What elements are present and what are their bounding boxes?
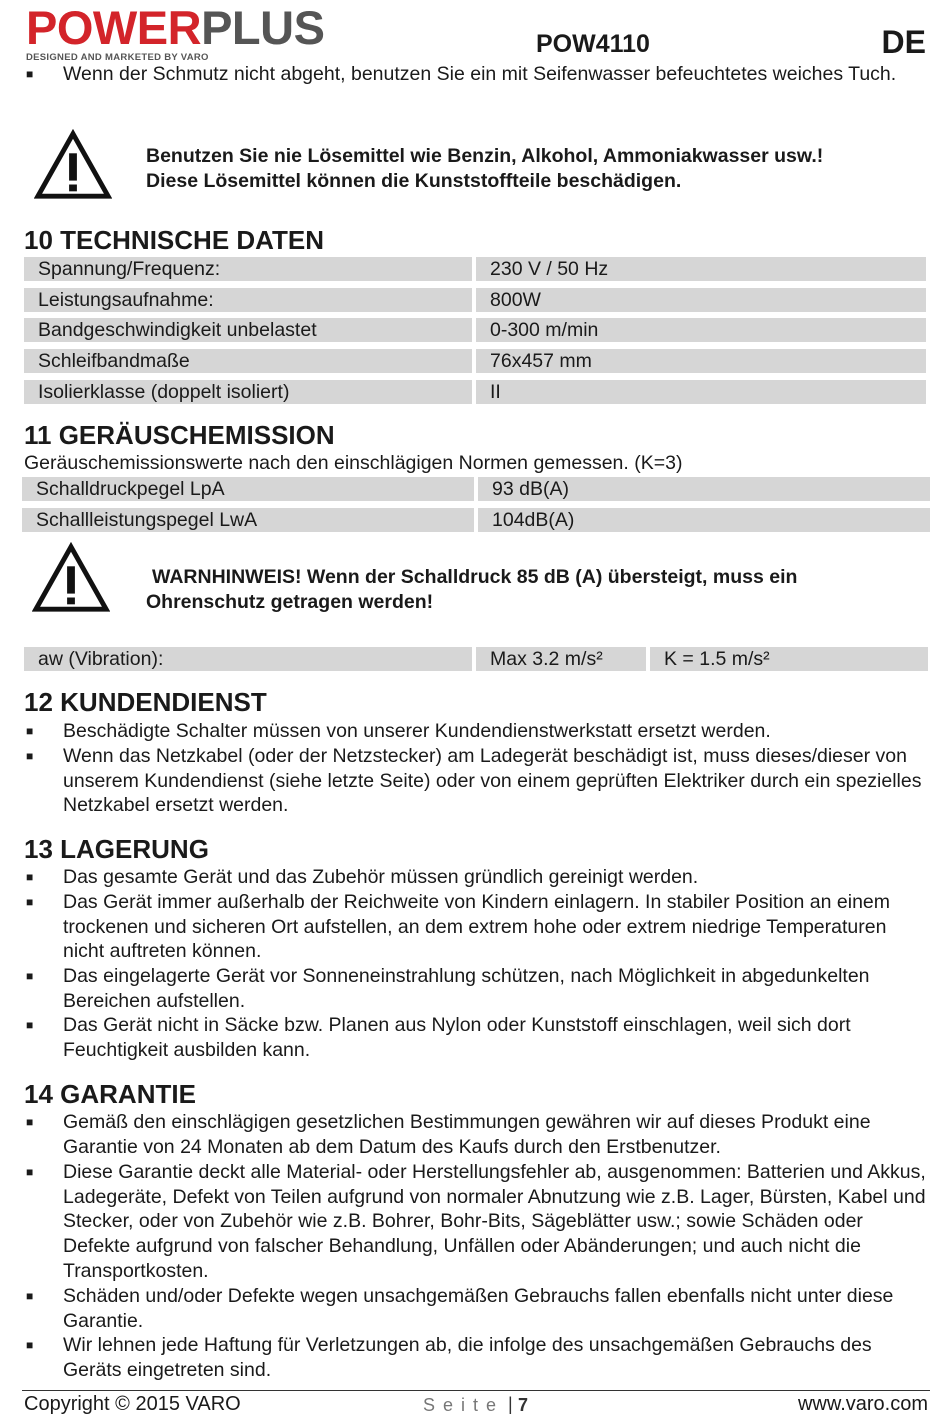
list-item-text: Wir lehnen jede Haftung für Verletzungen ab, die infolge des unsachgemäßen Gebrauchs des Geräts eingetreten sind.	[63, 1334, 872, 1381]
tech-label-cell: Isolierklasse (doppelt isoliert)	[24, 380, 472, 404]
list-item	[26, 964, 929, 1013]
tech-value-cell: 76x457 mm	[476, 349, 926, 373]
section-heading-service: 12 KUNDENDIENST	[24, 687, 267, 717]
list-item-text: Wenn der Schmutz nicht abgeht, benutzen Sie ein mit Seifenwasser befeuchtetes weiches Tuch.	[63, 63, 897, 85]
logo-plus: PLUS	[201, 1, 325, 54]
list-item-text: Das gesamte Gerät und das Zubehör müssen gründlich gereinigt werden.	[63, 866, 699, 888]
noise-warning-line-2: Ohrenschutz getragen werden!	[146, 591, 434, 613]
list-item	[26, 719, 929, 744]
footer-website-link[interactable]: www.varo.com	[797, 1393, 928, 1415]
list-item	[26, 62, 929, 87]
footer-divider	[22, 1390, 930, 1391]
tech-label-cell: Spannung/Frequenz:	[24, 257, 472, 281]
tech-value-cell: 230 V / 50 Hz	[476, 257, 926, 281]
warning-text	[146, 144, 926, 194]
list-item	[26, 865, 929, 890]
logo-tagline: DESIGNED AND MARKETED BY VARO	[26, 52, 209, 63]
section-heading-warranty: 14 GARANTIE	[24, 1079, 196, 1109]
footer-copyright: Copyright © 2015 VARO	[24, 1393, 241, 1415]
list-item	[26, 1333, 929, 1382]
noise-value-cell: 104dB(A)	[478, 508, 930, 532]
section-heading-noise: 11 GERÄUSCHEMISSION	[24, 420, 335, 450]
bullet-icon: ■	[26, 1115, 34, 1129]
list-item	[26, 1110, 929, 1159]
bullet-icon: ■	[26, 1165, 34, 1179]
tech-label-cell: Schleifbandmaße	[24, 349, 472, 373]
bullet-icon: ■	[26, 1289, 34, 1303]
tech-value-cell: 800W	[476, 288, 926, 312]
bullet-icon: ■	[26, 67, 34, 81]
list-item-text: Schäden und/oder Defekte wegen unsachgemäßen Gebrauchs fallen ebenfalls nicht unter diese Garantie.	[63, 1285, 894, 1332]
list-item-text: Gemäß den einschlägigen gesetzlichen Bestimmungen gewähren wir auf dieses Produkt eine Garantie von 24 Monaten ab dem Datum des Kaufs durch den Erstbenutzer.	[63, 1111, 871, 1158]
list-item	[26, 744, 929, 818]
noise-label-cell: Schalldruckpegel LpA	[22, 477, 474, 501]
list-item	[26, 1013, 929, 1062]
bullet-icon: ■	[26, 870, 34, 884]
list-item-text: Diese Garantie deckt alle Material- oder Herstellungsfehler ab, ausgenommen: Batterien und Akkus, Ladegeräte, Defekt von Teilen aufgrund von normaler Abnutzung wie z.B. Lager, Bürsten, Kabel und Stecker, oder von Zubehör wie z.B. Bohrer, Bohr-Bits, Sägeblätter usw.; sowie Schäden oder Defekte aufgrund von falscher Behandlung, Unfällen oder Abänderungen; und auch nicht die Transportkosten.	[63, 1161, 926, 1282]
noise-warning-line-1: WARNHINWEIS! Wenn der Schalldruck 85 dB (A) übersteigt, muss ein	[152, 566, 798, 588]
section-heading-storage: 13 LAGERUNG	[24, 834, 209, 864]
list-item-text: Beschädigte Schalter müssen von unserer Kundendienstwerkstatt ersetzt werden.	[63, 720, 771, 742]
vibration-label-cell: aw (Vibration):	[24, 647, 472, 671]
logo-power: POWER	[26, 1, 202, 54]
language-code: DE	[881, 24, 926, 60]
section-heading-tech: 10 TECHNISCHE DATEN	[24, 225, 325, 255]
model-number: POW4110	[536, 30, 650, 58]
bullet-icon: ■	[26, 895, 34, 909]
brand-logo	[26, 1, 388, 63]
warning-line-2: Diese Lösemittel können die Kunststoffteile beschädigen.	[146, 170, 682, 192]
list-item-text: Das Gerät immer außerhalb der Reichweite von Kindern einlagern. In stabiler Position an einem trockenen und sicheren Ort aufstellen, an dem extrem hohe oder extrem niedrige Temperaturen nicht auftreten können.	[63, 891, 890, 963]
bullet-icon: ■	[26, 1338, 34, 1352]
tech-label-cell: Bandgeschwindigkeit unbelastet	[24, 318, 472, 342]
tech-label-cell: Leistungsaufnahme:	[24, 288, 472, 312]
bullet-icon: ■	[26, 1018, 34, 1032]
warning-icon	[32, 542, 110, 614]
footer-page-label: Seite	[423, 1395, 505, 1415]
footer-page-number: 7	[518, 1395, 529, 1415]
warning-icon	[34, 129, 112, 201]
list-item-text: Das eingelagerte Gerät vor Sonneneinstrahlung schützen, nach Möglichkeit in abgedunkelten Bereichen aufstellen.	[63, 965, 870, 1012]
noise-label-cell: Schallleistungspegel LwA	[22, 508, 474, 532]
bullet-icon: ■	[26, 724, 34, 738]
tech-value-cell: II	[476, 380, 926, 404]
bullet-icon: ■	[26, 749, 34, 763]
tech-value-cell: 0-300 m/min	[476, 318, 926, 342]
noise-intro: Geräuschemissionswerte nach den einschlägigen Normen gemessen. (K=3)	[24, 452, 683, 474]
noise-value-cell: 93 dB(A)	[478, 477, 930, 501]
list-item	[26, 1160, 929, 1284]
noise-warning-text	[146, 565, 926, 615]
list-item	[26, 1284, 929, 1333]
bullet-icon: ■	[26, 969, 34, 983]
list-item-text: Das Gerät nicht in Säcke bzw. Planen aus Nylon oder Kunststoff einschlagen, weil sich dort Feuchtigkeit ausbilden kann.	[63, 1014, 851, 1061]
warning-line-1: Benutzen Sie nie Lösemittel wie Benzin, Alkohol, Ammoniakwasser usw.!	[146, 145, 824, 167]
list-item-text: Wenn das Netzkabel (oder der Netzstecker) am Ladegerät beschädigt ist, muss dieses/dieser von unserem Kundendienst (siehe letzte Seite) oder von einem geprüften Elektriker durch ein spezielles Netzkabel ersetzt werden.	[63, 745, 922, 817]
vibration-max-cell: Max 3.2 m/s²	[476, 647, 646, 671]
footer-page-separator: |	[508, 1394, 513, 1414]
vibration-k-cell: K = 1.5 m/s²	[650, 647, 928, 671]
list-item	[26, 890, 929, 964]
